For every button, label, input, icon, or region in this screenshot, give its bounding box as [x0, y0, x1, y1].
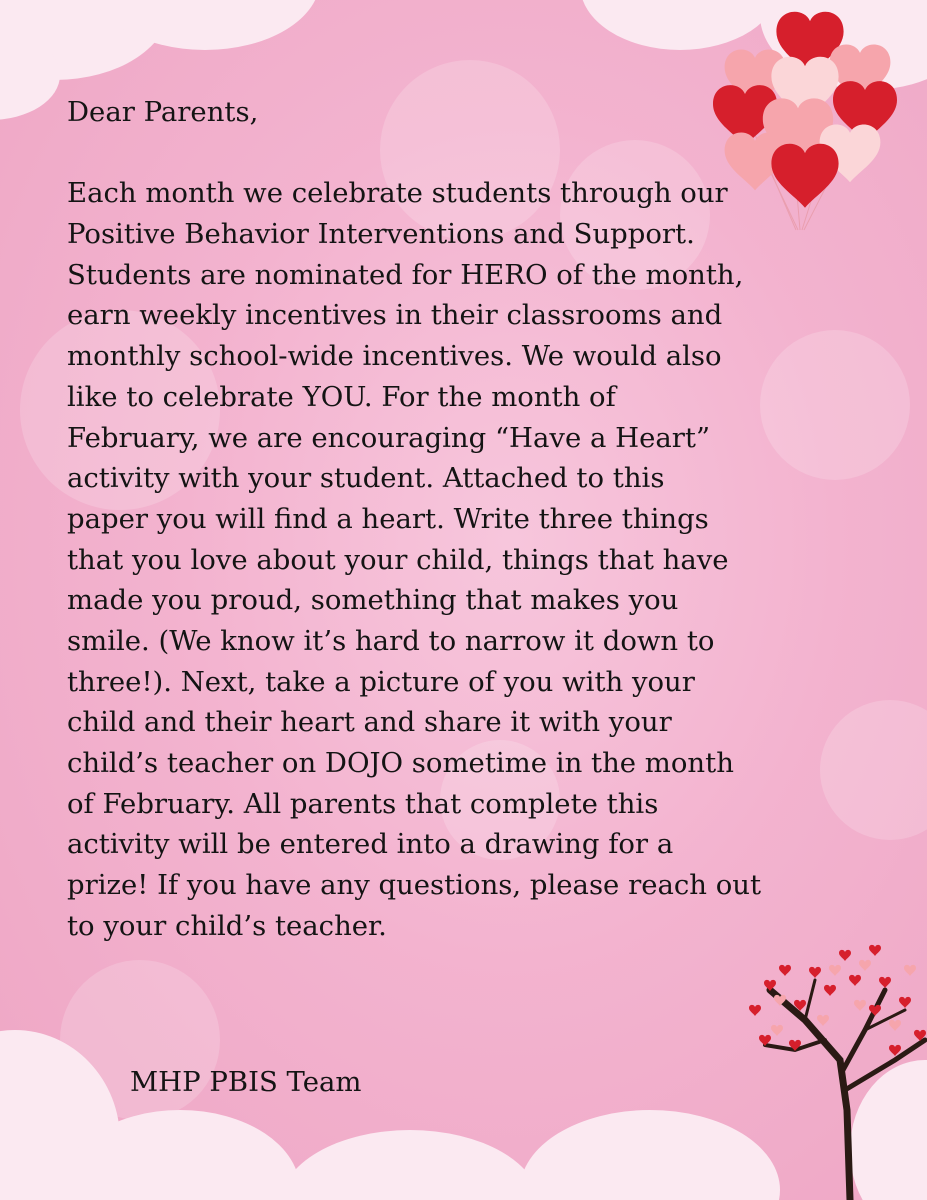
- letter-line: smile. (We know it’s hard to narrow it down to: [67, 624, 715, 657]
- letter-line: paper you will find a heart. Write three things: [67, 502, 709, 535]
- letter-line: like to celebrate YOU. For the month of: [67, 380, 616, 413]
- letter-line: of February. All parents that complete this: [67, 787, 659, 820]
- letter-line: Students are nominated for HERO of the month,: [67, 258, 744, 291]
- letter-line: activity will be entered into a drawing for a: [67, 828, 674, 861]
- letter-line: that you love about your child, things that have: [67, 543, 729, 576]
- letter-body: [67, 92, 867, 946]
- letter-line: child’s teacher on DOJO sometime in the month: [67, 747, 734, 779]
- letter-line: made you proud, something that makes you: [67, 584, 679, 617]
- letter-line: monthly school-wide incentives. We would also: [67, 340, 722, 373]
- letter-line: earn weekly incentives in their classrooms and: [67, 299, 723, 332]
- heart-tree-icon: [735, 910, 927, 1200]
- letter-line: three!). Next, take a picture of you with your: [67, 665, 695, 698]
- cloud-bottom: [280, 1130, 540, 1200]
- paragraph-gap: [67, 133, 867, 174]
- letter-line: February, we are encouraging “Have a Heart”: [67, 421, 711, 454]
- letter-line: Positive Behavior Interventions and Support.: [67, 218, 695, 251]
- letter-line: activity with your student. Attached to this: [67, 462, 665, 495]
- letter-line: child and their heart and share it with your: [67, 706, 672, 739]
- letter-line: prize! If you have any questions, please reach out: [67, 869, 762, 902]
- letter-greeting: Dear Parents,: [67, 96, 259, 128]
- letter-line: Each month we celebrate students through our: [67, 177, 728, 210]
- letter-signature: MHP PBIS Team: [130, 1066, 362, 1098]
- letter-line: to your child’s teacher.: [67, 909, 387, 942]
